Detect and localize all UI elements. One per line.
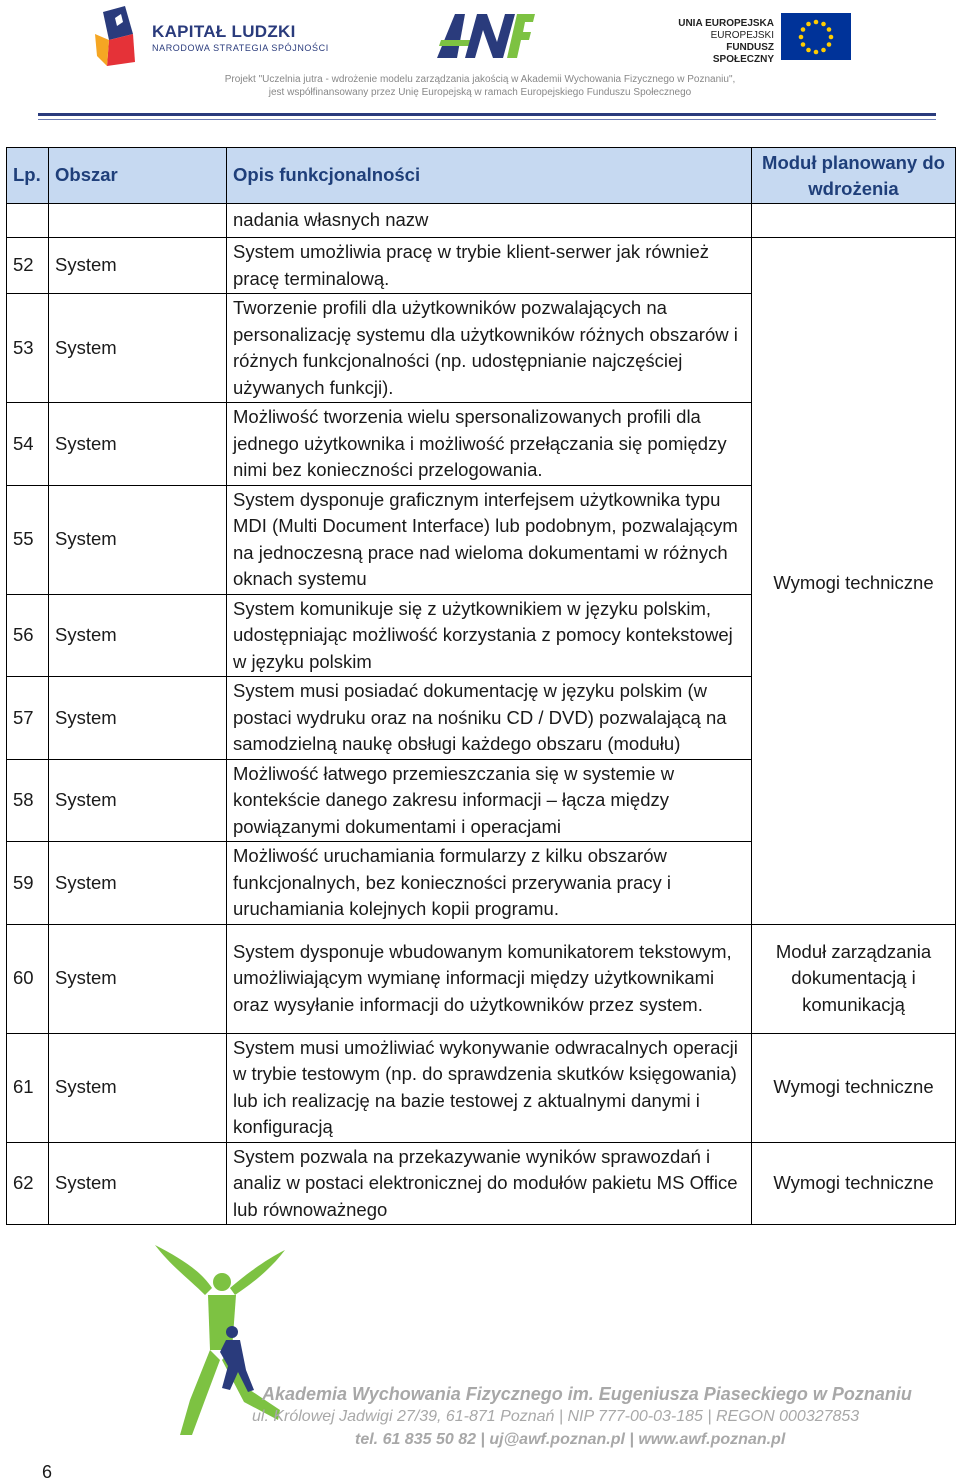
table-row bbox=[7, 204, 956, 238]
project-note-line-1: Projekt "Uczelnia jutra - wdrożenie modelu zarządzania jakością w Akademii Wychowania Fizycznego w Poznaniu", bbox=[224, 74, 736, 85]
header-divider-thin bbox=[38, 119, 936, 120]
row-lp: 61 bbox=[7, 1033, 49, 1142]
row-lp: 56 bbox=[7, 594, 49, 677]
row-module: Wymogi techniczne bbox=[752, 238, 956, 925]
footer-institution-name: Akademia Wychowania Fizycznego im. Eugeniusza Piaseckiego w Poznaniu bbox=[262, 1384, 912, 1404]
row-description: Możliwość uruchamiania formularzy z kilku obszarów funkcjonalnych, bez konieczności przerywania pracy i uruchamiania kolejnych kopii programu. bbox=[227, 842, 752, 925]
project-note-line-2: jest współfinansowany przez Unię Europejską w ramach Europejskiego Funduszu Społecznego bbox=[268, 87, 692, 98]
eu-label bbox=[672, 18, 774, 66]
row-lp: 54 bbox=[7, 403, 49, 486]
kapital-ludzki-title: KAPITAŁ LUDZKI bbox=[152, 22, 296, 41]
footer-address: ul. Królowej Jadwigi 27/39, 61-871 Poznań | NIP 777-00-03-185 | REGON 000327853 bbox=[252, 1408, 860, 1425]
row-lp: 60 bbox=[7, 924, 49, 1033]
eu-line-1: UNIA EUROPEJSKA bbox=[678, 18, 774, 29]
row-description: System musi posiadać dokumentację w języku polskim (w postaci wydruku oraz na nośniku CD / DVD) pozwalającą na samodzielną naukę obsługi każdego obszaru (modułu) bbox=[227, 677, 752, 760]
row-area: System bbox=[49, 594, 227, 677]
project-note bbox=[200, 73, 760, 99]
row-description: System umożliwia pracę w trybie klient-serwer jak również pracę terminalową. bbox=[227, 238, 752, 294]
awf-logo bbox=[435, 10, 535, 60]
row-description: System dysponuje graficznym interfejsem użytkownika typu MDI (Multi Document Interface) lub podobnym, pozwalającym na jednoczesną prace nad wieloma dokumentami w różnych oknach systemu bbox=[227, 485, 752, 594]
row-description: System musi umożliwiać wykonywanie odwracalnych operacji w trybie testowym (np. do sprawdzenia skutków księgowania) lub ich realizację na bazie testowej z aktualnymi danymi i konfiguracją bbox=[227, 1033, 752, 1142]
eu-line-2: EUROPEJSKI bbox=[710, 30, 774, 41]
row-description: System komunikuje się z użytkownikiem w języku polskim, udostępniając możliwość korzystania z pomocy kontekstowej w języku polskim bbox=[227, 594, 752, 677]
row-area: System bbox=[49, 677, 227, 760]
row-module: Moduł zarządzania dokumentacją i komunikacją bbox=[752, 924, 956, 1033]
header-area: Obszar bbox=[49, 148, 227, 204]
row-lp: 57 bbox=[7, 677, 49, 760]
row-area: System bbox=[49, 485, 227, 594]
page-number: 6 bbox=[42, 1462, 53, 1482]
row-area: System bbox=[49, 1142, 227, 1225]
row-lp: 58 bbox=[7, 759, 49, 842]
row-description: Możliwość łatwego przemieszczania się w systemie w kontekście danego zakresu informacji – łącza między powiązanymi dokumentami i operacjami bbox=[227, 759, 752, 842]
table-row bbox=[7, 924, 956, 1033]
row-lp: 52 bbox=[7, 238, 49, 294]
kapital-ludzki-subtitle: NARODOWA STRATEGIA SPÓJNOŚCI bbox=[152, 43, 329, 53]
table-header-row bbox=[7, 148, 956, 204]
requirements-table bbox=[6, 147, 956, 1225]
continued-description: nadania własnych nazw bbox=[227, 204, 752, 238]
header-lp: Lp. bbox=[7, 148, 49, 204]
row-lp: 59 bbox=[7, 842, 49, 925]
row-description: System dysponuje wbudowanym komunikatorem tekstowym, umożliwiającym wymianę informacji między użytkownikami oraz wysyłanie informacji do użytkowników przez system. bbox=[227, 924, 752, 1033]
row-module: Wymogi techniczne bbox=[752, 1142, 956, 1225]
row-lp: 55 bbox=[7, 485, 49, 594]
footer-contact: tel. 61 835 50 82 | uj@awf.poznan.pl | www.awf.poznan.pl bbox=[355, 1431, 786, 1448]
eu-line-3: FUNDUSZ SPOŁECZNY bbox=[712, 42, 774, 65]
row-area: System bbox=[49, 924, 227, 1033]
row-module: Wymogi techniczne bbox=[752, 1033, 956, 1142]
row-area: System bbox=[49, 1033, 227, 1142]
row-description: Tworzenie profili dla użytkowników pozwalających na personalizację systemu dla użytkowników różnych obszarów i różnych funkcjonalności (np. udostępnianie najczęściej używanych funkcji). bbox=[227, 294, 752, 403]
row-lp: 53 bbox=[7, 294, 49, 403]
header-description: Opis funkcjonalności bbox=[227, 148, 752, 204]
table-row bbox=[7, 1142, 956, 1225]
eu-flag-icon bbox=[781, 13, 851, 60]
row-area: System bbox=[49, 238, 227, 294]
row-area: System bbox=[49, 842, 227, 925]
header-module: Moduł planowany do wdrożenia bbox=[752, 148, 956, 204]
table-row bbox=[7, 1033, 956, 1142]
row-description: Możliwość tworzenia wielu spersonalizowanych profili dla jednego użytkownika i możliwość przełączania się pomiędzy nimi bez konieczności przelogowania. bbox=[227, 403, 752, 486]
row-area: System bbox=[49, 294, 227, 403]
row-lp: 62 bbox=[7, 1142, 49, 1225]
table-row bbox=[7, 238, 956, 294]
row-description: System pozwala na przekazywanie wyników sprawozdań i analiz w postaci elektronicznej do modułów pakietu MS Office lub równoważnego bbox=[227, 1142, 752, 1225]
page-header bbox=[0, 0, 960, 125]
row-area: System bbox=[49, 759, 227, 842]
row-area: System bbox=[49, 403, 227, 486]
header-divider bbox=[38, 113, 936, 116]
